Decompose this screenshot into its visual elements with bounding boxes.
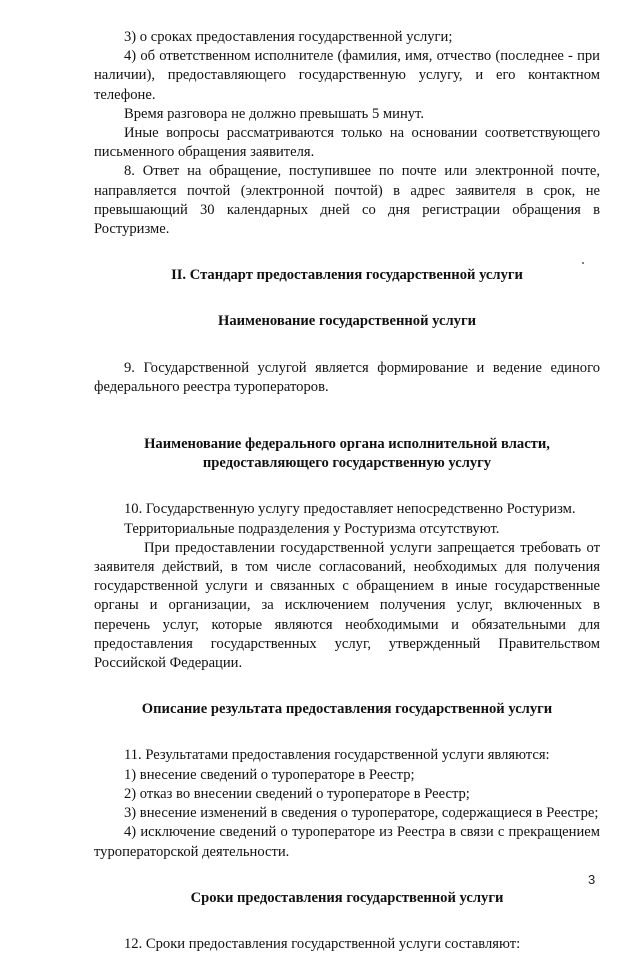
scan-speck: [582, 262, 584, 264]
paragraph-other-questions: Иные вопросы рассматриваются только на основании соответствующего письменного обращения заявителя.: [94, 125, 600, 161]
paragraph-prohibition: При предоставлении государственной услуги запрещается требовать от заявителя действий, в том числе согласований, необходимых для получения государственной услуги и связанных с обращением в иные государственные органы и организации, за исключением получения услуг, включенных в перечень услуг, которые являются необходимыми и обязательными для предоставления государственных услуг, утвержденный Правительством Российской Федерации.: [94, 539, 600, 672]
list-item-4: 4) исключение сведений о туроператоре из Реестра в связи с прекращением туроператорской деятельности.: [94, 824, 600, 860]
heading-authority-line1: Наименование федерального органа исполнительной власти,: [144, 436, 550, 453]
paragraph-10: 10. Государственную услугу предоставляет непосредственно Ростуризм.: [124, 501, 576, 518]
paragraph-call-duration: Время разговора не должно превышать 5 минут.: [124, 105, 424, 122]
section-heading-standard: II. Стандарт предоставления государственной услуги: [171, 267, 523, 284]
paragraph-terms: 3) о сроках предоставления государственной услуги;: [124, 29, 453, 45]
heading-result-description: Описание результата предоставления государственной услуги: [141, 701, 553, 718]
heading-service-terms: Сроки предоставления государственной услуги: [190, 889, 504, 906]
list-item-3: 3) внесение изменений в сведения о туроператоре, содержащиеся в Реестре;: [124, 805, 599, 822]
list-item-2: 2) отказ во внесении сведений о туроператоре в Реестр;: [124, 785, 470, 802]
page-number: 3: [588, 872, 596, 887]
paragraph-9: 9. Государственной услугой является формирование и ведение единого федерального реестра туроператоров.: [94, 359, 600, 395]
paragraph-territorial: Территориальные подразделения у Ростуризма отсутствуют.: [124, 520, 500, 537]
paragraph-8: 8. Ответ на обращение, поступившее по почте или электронной почте, направляется почтой (электронной почтой) в адрес заявителя в срок, не превышающий 30 календарных дней со дня регистрации обращения в Ростуризме.: [94, 163, 600, 238]
paragraph-11: 11. Результатами предоставления государственной услуги являются:: [124, 747, 550, 764]
document-page: [94, 28, 600, 954]
list-item-1: 1) внесение сведений о туроператоре в Реестр;: [124, 766, 415, 783]
heading-service-name: Наименование государственной услуги: [218, 313, 476, 330]
heading-authority-line2: предоставляющего государственную услугу: [202, 455, 492, 472]
paragraph-executor: 4) об ответственном исполнителе (фамилия, имя, отчество (последнее - при наличии), предоставляющего государственную услугу, и его контактном телефоне.: [94, 48, 600, 103]
paragraph-12: 12. Сроки предоставления государственной услуги составляют:: [124, 935, 521, 952]
